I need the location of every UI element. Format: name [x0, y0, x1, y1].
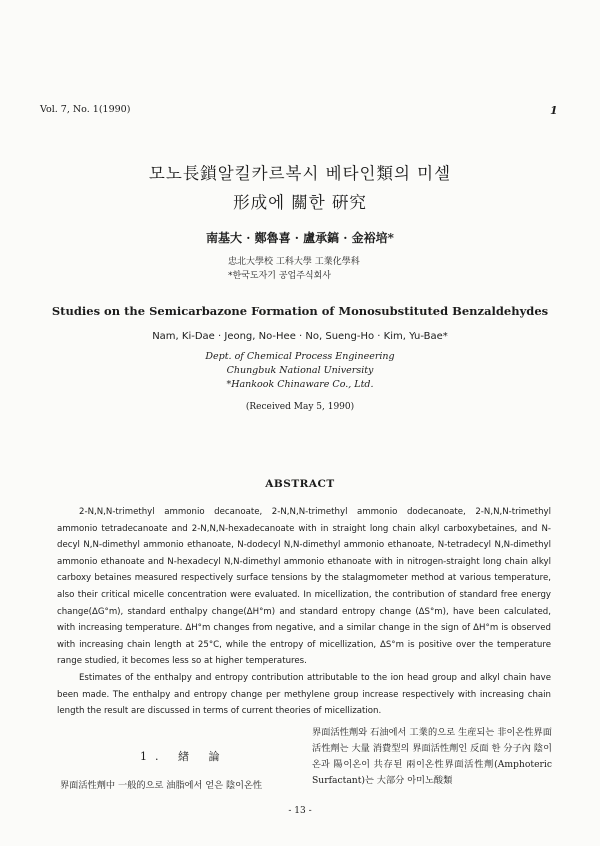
korean-affiliation-2: *한국도자기 공업주식회사	[228, 271, 331, 281]
english-affiliation-1: Dept. of Chemical Process Engineering	[205, 351, 395, 362]
intro-right-column: 界面活性劑와 石油에서 工業的으로 生産되는 非이온性界面活性劑는 大量 消費型의 界面活性劑인 反面 한 分子內 陰이온과 陽이온이 共存된 兩이온性界面活性劑(Amphoteric Surfactant)는 大部分 아미노酸類	[312, 727, 552, 786]
page-footer-number: - 13 -	[288, 806, 312, 816]
abstract-body	[57, 504, 551, 720]
received-date: (Received May 5, 1990)	[245, 402, 355, 412]
english-title: Studies on the Semicarbazone Formation of Monosubstituted Benzaldehydes	[51, 304, 549, 318]
english-affiliation-2: Chungbuk National University	[226, 365, 374, 376]
korean-title-line-1: 모노長鎖알킬카르복시 베타인類의 미셀	[148, 164, 452, 183]
abstract-paragraph-1: 2-N,N,N-trimethyl ammonio decanoate, 2-N,N,N-trimethyl ammonio dodecanoate, 2-N,N,N-trimethyl ammonio tetradecanoate and 2-N,N,N-hexadecanoate with in straight long chain alkyl carboxybetaines, and N-decyl N,N-dimethyl ammonio ethanoate, N-dodecyl N,N-dimethyl ammonio ethanoate, N-tetradecyl N,N-dimethyl ammonio ethanoate and N-hexadecyl N,N-dimethyl ammonio ethanoate with in nitrogen-straight long chain alkyl carboxy betaines measured respectively surface tensions by the stalagmometer method at various temperature, also their critical micelle concentration were evaluated. In micellization, the contribution of standard free energy change(ΔG°m), standard enthalpy change(ΔH°m) and standard entropy change (ΔS°m), have been calculated, with increasing temperature. ΔH°m changes from negative, and a similar change in the sign of ΔH°m is observed with increasing chain length at 25°C, while the entropy of micellization, ΔS°m is positive over the temperature range studied, it becomes less so at higher temperatures.	[57, 507, 551, 667]
korean-affiliation-1: 忠北大學校 工科大學 工業化學科	[228, 257, 360, 267]
korean-authors: 南基大 · 鄭魯喜 · 盧承鎬 · 金裕培*	[206, 231, 394, 245]
page-number: 1	[550, 104, 558, 117]
abstract-paragraph-2: Estimates of the enthalpy and entropy contribution attributable to the ion head group and alkyl chain have been made. The enthalpy and entropy change per methylene group increase respectively with increasing chain length the result are discussed in terms of current theories of micellization.	[57, 672, 551, 717]
english-affiliation-3: *Hankook Chinaware Co., Ltd.	[226, 379, 374, 390]
korean-title-line-2: 形成에 關한 硏究	[233, 193, 367, 212]
english-authors: Nam, Ki-Dae · Jeong, No-Hee · No, Sueng-Ho · Kim, Yu-Bae*	[152, 331, 448, 342]
section-heading-introduction: 1. 緖 論	[140, 750, 228, 763]
abstract-heading: ABSTRACT	[265, 478, 335, 490]
journal-volume: Vol. 7, No. 1(1990)	[40, 104, 131, 115]
intro-left-column: 界面活性劑中 一般的으로 油脂에서 얻은 陰이온性	[60, 780, 263, 791]
